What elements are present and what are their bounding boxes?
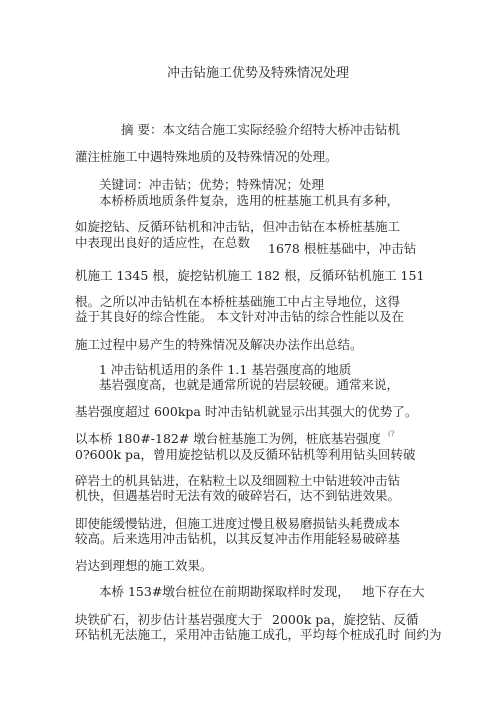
margin-mark: (?: [388, 430, 395, 438]
document-title: 冲击钻施工优势及特殊情况处理: [167, 66, 350, 81]
body-line-10: 以本桥 180#-182# 墩台桩基施工为例，桩底基岩强度: [75, 431, 381, 446]
body-line-17: 本桥 153#墩台桩位在前期勘探取样时发现，: [99, 584, 350, 599]
body-line-8: 基岩强度高，也就是通常所说的岩层较硬。通常来说，: [99, 377, 400, 392]
body-line-17b: 地下存在大: [362, 584, 425, 599]
body-line-9: 基岩强度超过 600kpa 时冲击钻机就显示出其强大的优势了。: [75, 404, 418, 419]
section-heading-1: 1 冲击钻机适用的条件 1.1 基岩强度高的地质: [99, 362, 352, 377]
body-line-3: 中表现出良好的适应性，在总数: [75, 235, 251, 250]
body-line-7: 施工过程中易产生的特殊情况及解决办法作出总结。: [75, 337, 363, 352]
body-line-2: 如旋挖钻、反循环钻机和冲击钻，但冲击钻在本桥桩基施工: [75, 219, 401, 234]
body-line-18: 块铁矿石，初步估计基岩强度大于: [75, 612, 263, 627]
body-line-1: 本桥桥质地质条件复杂，选用的桩基施工机具有多种，: [99, 193, 400, 208]
body-line-4: 机施工 1345 根，旋挖钻机施工 182 根，反循环钻机施工 151: [75, 268, 425, 283]
body-line-19: 环钻机无法施工，采用冲击钻施工成孔，平均每个桩成孔时 间约为: [75, 627, 442, 642]
body-line-13: 机快，但遇基岩时无法有效的破碎岩石，达不到钻进效果。: [75, 488, 401, 503]
body-line-6: 益于其良好的综合性能。 本文针对冲击钻的综合性能以及在: [75, 309, 404, 324]
body-line-18b: 2000k pa，旋挖钻、反循: [272, 612, 419, 627]
keywords-line: 关键词：冲击钻；优势；特殊情况；处理: [99, 177, 325, 192]
body-line-5: 根。之所以冲击钻机在本桥桩基础施工中占主导地位，这得: [75, 294, 401, 309]
body-line-3b: 1678 根桩基础中，冲击钻: [268, 241, 417, 256]
body-line-12: 碎岩土的机具钻进，在粘粒土以及细圆粒土中钻进较冲击钻: [75, 473, 401, 488]
body-line-11: 0?600k pa，曾用旋挖钻机以及反循环钻机等利用钻头回转破: [75, 447, 416, 462]
body-line-14: 即使能缓慢钻进，但施工进度过慢且极易磨损钻头耗费成本: [75, 516, 401, 531]
body-line-15: 较高。后来选用冲击钻机，以其反复冲击作用能轻易破碎基: [75, 531, 401, 546]
abstract-line-2: 灌注桩施工中遇特殊地质的及特殊情况的处理。: [75, 149, 338, 164]
abstract-line-1: 摘 要：本文结合施工实际经验介绍特大桥冲击钻机: [121, 122, 400, 137]
body-line-16: 岩达到理想的施工效果。: [75, 558, 213, 573]
